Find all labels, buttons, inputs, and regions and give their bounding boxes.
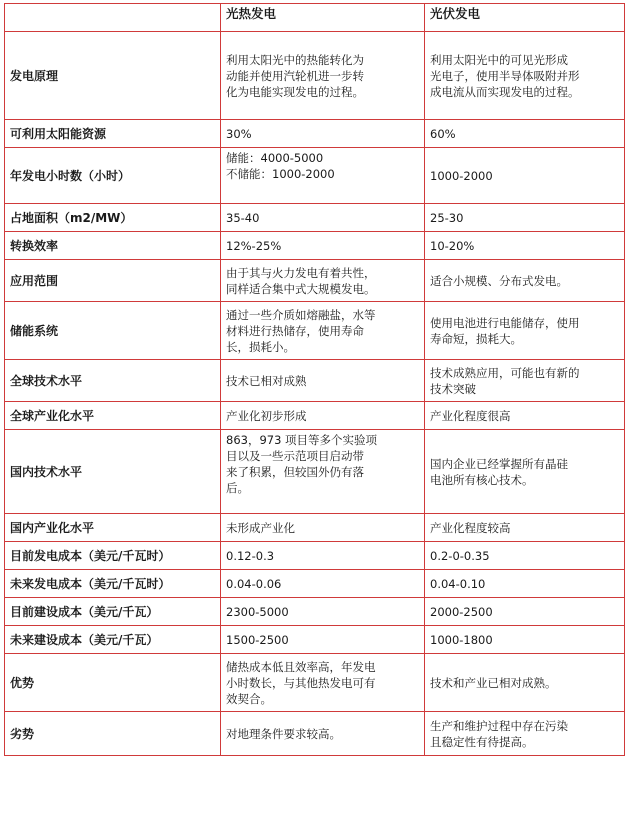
- cell-text-line: 不储能：1000-2000: [226, 167, 335, 181]
- cell-text-line: 产业化程度很高: [430, 408, 511, 423]
- row-label: 转换效率: [5, 232, 221, 260]
- row-label: 目前建设成本（美元/千瓦）: [5, 598, 221, 626]
- cell-text-line: 目以及一些示范项目启动带: [226, 449, 364, 463]
- pv-cell: [425, 570, 625, 598]
- row-label: 未来发电成本（美元/千瓦时）: [5, 570, 221, 598]
- thermal-cell: [221, 204, 425, 232]
- cell-text-line: 利用太阳光中的热能转化为: [226, 52, 364, 67]
- cell-text-line: 技术突破: [430, 381, 476, 396]
- cell-text-line: 电池所有核心技术。: [430, 472, 534, 487]
- cell-text-line: 成电流从而实现发电的过程。: [430, 84, 580, 99]
- cell-text-line: 1000-1800: [430, 632, 493, 647]
- cell-text-line: 储热成本低且效率高，年发电: [226, 659, 376, 674]
- cell-text-line: 1500-2500: [226, 632, 289, 647]
- header-empty-cell: [5, 4, 221, 32]
- cell-text-line: 0.2-0-0.35: [430, 548, 490, 563]
- cell-text-line: 技术已相对成熟: [226, 373, 307, 388]
- cell-text-line: 2300-5000: [226, 604, 289, 619]
- pv-cell: [425, 598, 625, 626]
- pv-cell: [425, 430, 625, 514]
- row-label: 国内产业化水平: [5, 514, 221, 542]
- cell-text-line: 国内企业已经掌握所有晶硅: [430, 456, 568, 471]
- row-label: 未来建设成本（美元/千瓦）: [5, 626, 221, 654]
- thermal-cell: [221, 32, 425, 120]
- thermal-cell: [221, 402, 425, 430]
- row-label: 占地面积（m2/MW）: [5, 204, 221, 232]
- row-label: 可利用太阳能资源: [5, 120, 221, 148]
- thermal-cell: [221, 302, 425, 360]
- comparison-table: [4, 3, 625, 756]
- cell-text-line: 利用太阳光中的可见光形成: [430, 52, 568, 67]
- row-label: 全球技术水平: [5, 360, 221, 402]
- cell-text-line: 通过一些介质如熔融盐，水等: [226, 307, 376, 322]
- thermal-cell: [221, 598, 425, 626]
- cell-text-line: 适合小规模、分布式发电。: [430, 273, 568, 288]
- cell-text-line: 技术和产业已相对成熟。: [430, 675, 557, 690]
- pv-cell: [425, 654, 625, 712]
- cell-text-line: 35-40: [226, 210, 260, 225]
- cell-text-line: 储能：4000-5000: [226, 151, 324, 165]
- cell-text-line: 来了积累，但较国外仍有落: [226, 465, 364, 479]
- row-label: 储能系统: [5, 302, 221, 360]
- table-row: [5, 32, 625, 120]
- pv-cell: [425, 542, 625, 570]
- cell-text-line: 光电子，使用半导体吸附并形: [430, 68, 580, 83]
- pv-cell: [425, 302, 625, 360]
- table-row: [5, 514, 625, 542]
- cell-text-line: 由于其与火力发电有着共性，: [226, 265, 376, 280]
- cell-text-line: 效契合。: [226, 691, 272, 706]
- cell-text-line: 生产和维护过程中存在污染: [430, 718, 568, 733]
- table-header-row: [5, 4, 625, 32]
- cell-text-line: 未形成产业化: [226, 520, 295, 535]
- thermal-cell: [221, 514, 425, 542]
- thermal-cell: [221, 626, 425, 654]
- cell-text-line: 10-20%: [430, 238, 475, 253]
- cell-text-line: 小时数长，与其他热发电可有: [226, 675, 376, 690]
- pv-cell: [425, 232, 625, 260]
- row-label: 优势: [5, 654, 221, 712]
- cell-text-line: 同样适合集中式大规模发电。: [226, 281, 376, 296]
- cell-text-line: 使用电池进行电能储存，使用: [430, 315, 580, 330]
- cell-text-line: 化为电能实现发电的过程。: [226, 84, 364, 99]
- table-row: [5, 598, 625, 626]
- thermal-cell: [221, 654, 425, 712]
- table-row: [5, 232, 625, 260]
- pv-cell: [425, 148, 625, 204]
- pv-cell: [425, 712, 625, 756]
- cell-text-line: 0.12-0.3: [226, 548, 275, 563]
- row-label: 劣势: [5, 712, 221, 756]
- table-row: [5, 302, 625, 360]
- cell-text-line: 60%: [430, 126, 456, 141]
- pv-cell: [425, 360, 625, 402]
- table-row: [5, 260, 625, 302]
- cell-text-line: 30%: [226, 126, 252, 141]
- row-label: 应用范围: [5, 260, 221, 302]
- cell-text-line: 产业化程度较高: [430, 520, 511, 535]
- cell-text-line: 0.04-0.06: [226, 576, 282, 591]
- thermal-cell: [221, 430, 425, 514]
- table-body: [5, 4, 625, 756]
- cell-text-line: 对地理条件要求较高。: [226, 726, 341, 741]
- header-pv-power: 光伏发电: [425, 4, 625, 32]
- cell-text-line: 材料进行热储存，使用寿命: [226, 323, 364, 338]
- cell-text-line: 产业化初步形成: [226, 408, 307, 423]
- thermal-cell: [221, 360, 425, 402]
- thermal-cell: [221, 542, 425, 570]
- table-row: [5, 204, 625, 232]
- pv-cell: [425, 260, 625, 302]
- thermal-cell: [221, 570, 425, 598]
- cell-text-line: 长，损耗小。: [226, 339, 295, 354]
- pv-cell: [425, 514, 625, 542]
- pv-cell: [425, 402, 625, 430]
- thermal-cell: [221, 260, 425, 302]
- cell-text-line: 863，973 项目等多个实验项: [226, 433, 378, 447]
- pv-cell: [425, 32, 625, 120]
- row-label: 年发电小时数（小时）: [5, 148, 221, 204]
- cell-text-line: 且稳定性有待提高。: [430, 734, 534, 749]
- table-row: [5, 626, 625, 654]
- cell-text-line: 动能并使用汽轮机进一步转: [226, 68, 364, 83]
- table-row: [5, 570, 625, 598]
- table-row: [5, 120, 625, 148]
- row-label: 全球产业化水平: [5, 402, 221, 430]
- row-label: 发电原理: [5, 32, 221, 120]
- pv-cell: [425, 204, 625, 232]
- table-row: [5, 712, 625, 756]
- table-row: [5, 360, 625, 402]
- table-row: [5, 542, 625, 570]
- table-row: [5, 654, 625, 712]
- row-label: 目前发电成本（美元/千瓦时）: [5, 542, 221, 570]
- table-row: [5, 148, 625, 204]
- cell-text-line: 25-30: [430, 210, 464, 225]
- thermal-cell: [221, 148, 425, 204]
- cell-text-line: 技术成熟应用，可能也有新的: [430, 365, 580, 380]
- thermal-cell: [221, 232, 425, 260]
- pv-cell: [425, 626, 625, 654]
- table-row: [5, 430, 625, 514]
- cell-text-line: 12%-25%: [226, 238, 282, 253]
- cell-text-line: 0.04-0.10: [430, 576, 486, 591]
- cell-text-line: 寿命短，损耗大。: [430, 331, 522, 346]
- table-row: [5, 402, 625, 430]
- thermal-cell: [221, 120, 425, 148]
- cell-text-line: 1000-2000: [430, 168, 493, 183]
- header-thermal-power: 光热发电: [221, 4, 425, 32]
- cell-text-line: 2000-2500: [430, 604, 493, 619]
- cell-text-line: 后。: [226, 481, 249, 495]
- pv-cell: [425, 120, 625, 148]
- thermal-cell: [221, 712, 425, 756]
- row-label: 国内技术水平: [5, 430, 221, 514]
